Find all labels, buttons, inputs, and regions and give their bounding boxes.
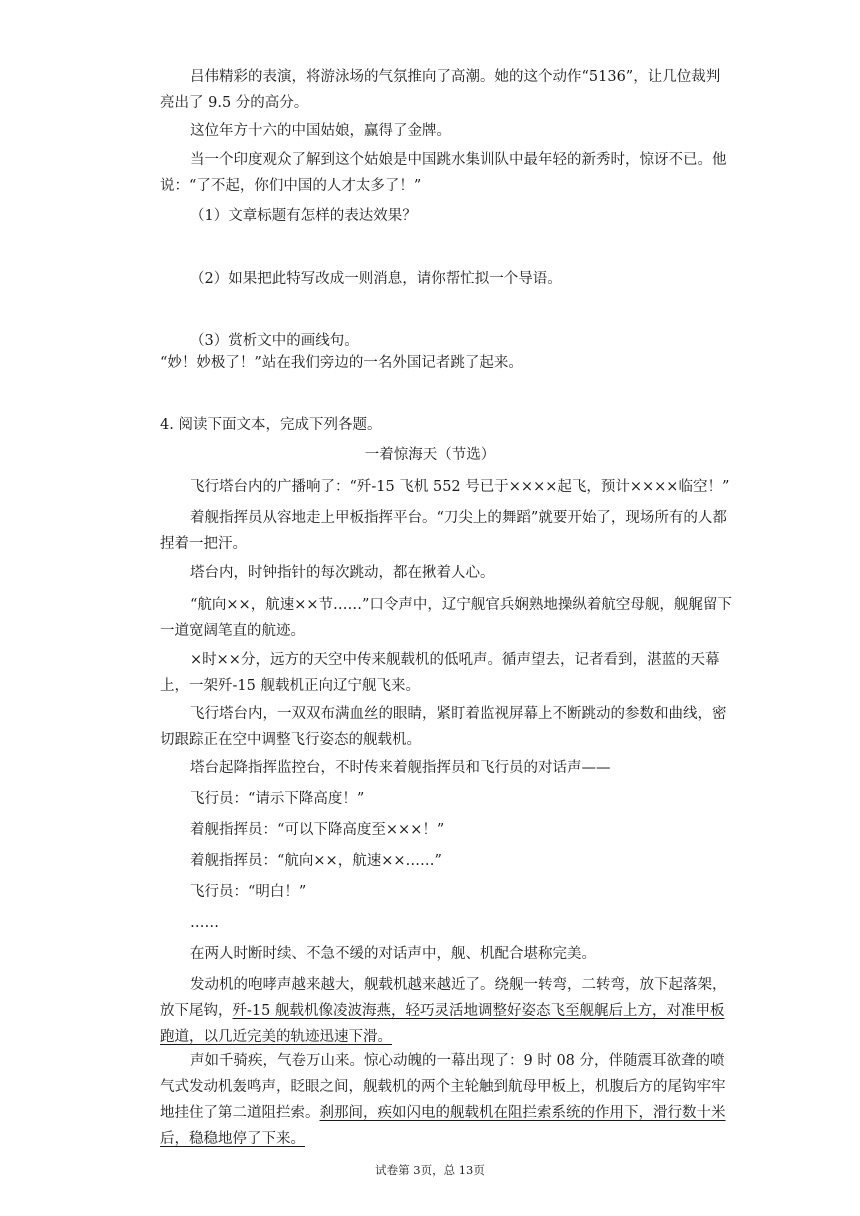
paragraph: “航向××，航速××节……”口令声中，辽宁舰官兵娴熟地操纵着航空母舰，舰艉留下一道宽阔笔直的航迹。: [160, 597, 732, 639]
dialogue-line: 飞行员：“请示下降高度！”: [190, 791, 365, 807]
paragraph-with-underline: [160, 972, 732, 1050]
paragraph: 着舰指挥员从容地走上甲板指挥平台。“刀尖上的舞蹈”就要开始了，现场所有的人都捏着一把汗。: [160, 510, 727, 552]
plain-text: 声如千骑疾，气卷万山来。惊心动魄的一幕出现了：9 时 08 分，伴随震耳欲聋的喷气式发动机轰鸣声，眨眼之间，舰载机的两个主轮触到航母甲板上，机腹后方的尾钩牢牢地挂住了第二道阻拦索。: [160, 1053, 726, 1121]
paragraph: 吕伟精彩的表演，将游泳场的气氛推向了高潮。她的这个动作“5136”，让几位裁判亮出了 9.5 分的高分。: [160, 69, 721, 111]
question-1: （1）文章标题有怎样的表达效果？: [190, 208, 417, 224]
paragraph: 飞行塔台内的广播响了：“歼-15 飞机 552 号已于××××起飞，预计××××临空！”: [190, 479, 730, 495]
paragraph: 塔台起降指挥监控台，不时传来着舰指挥员和飞行员的对话声——: [190, 760, 611, 776]
paragraph: 当一个印度观众了解到这个姑娘是中国跳水集训队中最年轻的新秀时，惊讶不已。他说：“了不起，你们中国的人才太多了！”: [160, 152, 727, 194]
task-heading: 4. 阅读下面文本，完成下列各题。: [160, 417, 382, 433]
underlined-sentence: 歼-15 舰载机像凌波海燕，轻巧灵活地调整好姿态飞至舰艉后上方，对准甲板跑道，以几近完美的轨迹迅速下滑。: [160, 1003, 725, 1045]
ellipsis-line: ……: [190, 915, 219, 931]
article-title: 一着惊海天（节选）: [364, 447, 496, 463]
dialogue-line: 飞行员：“明白！”: [190, 884, 307, 900]
paragraph: 这位年方十六的中国姑娘，赢得了金牌。: [190, 123, 451, 139]
paragraph: 在两人时断时续、不急不缓的对话声中，舰、机配合堪称完美。: [190, 946, 596, 962]
dialogue-line: 着舰指挥员：“可以下降高度至×××！”: [190, 822, 445, 838]
paragraph: 飞行塔台内，一双双布满血丝的眼睛，紧盯着监视屏幕上不断跳动的参数和曲线，密切跟踪正在空中调整飞行姿态的舰载机。: [160, 706, 727, 748]
dialogue-line: 着舰指挥员：“航向××，航速××……”: [190, 853, 442, 869]
plain-text: 发动机的咆哮声越来越大，舰载机越来越近了。绕舰一转弯，二转弯，放下起落架，放下尾钩，: [160, 977, 727, 1019]
underlined-sentence-quote: “妙！妙极了！”站在我们旁边的一名外国记者跳了起来。: [160, 355, 523, 371]
paragraph: 塔台内，时钟指针的每次跳动，都在揪着人心。: [190, 565, 495, 581]
page-footer: 试卷第 3页，总 13页: [375, 1163, 485, 1177]
underlined-sentence: 刹那间，疾如闪电的舰载机在阻拦索系统的作用下，滑行数十米后，稳稳地停了下来。: [160, 1105, 726, 1147]
paragraph-with-underline: [160, 1048, 732, 1152]
question-2: （2）如果把此特写改成一则消息，请你帮忙拟一个导语。: [190, 271, 562, 287]
paragraph: ×时××分，远方的天空中传来舰载机的低吼声。循声望去，记者看到，湛蓝的天幕上，一架歼-15 舰载机正向辽宁舰飞来。: [160, 652, 720, 694]
question-3: （3）赏析文中的画线句。: [190, 333, 359, 349]
